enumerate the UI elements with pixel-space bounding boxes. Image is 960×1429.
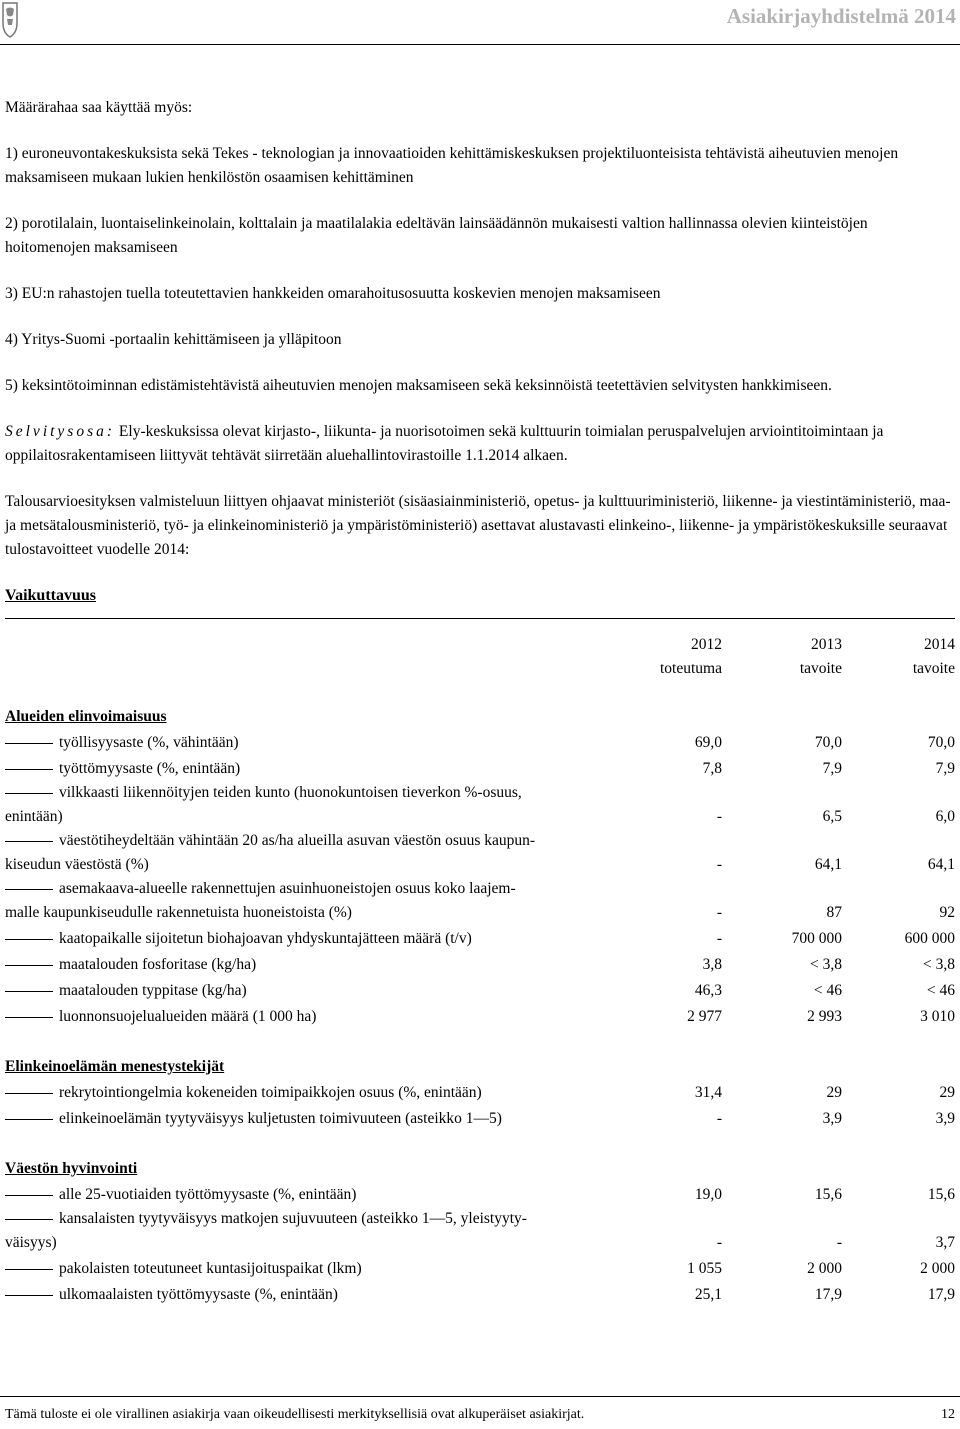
metrics-table [5,619,955,1307]
list-item: 4) Yritys-Suomi -portaalin kehittämiseen ja ylläpitoon [5,331,342,348]
row-value: 29 [939,1084,955,1101]
header-divider [0,44,960,45]
row-value: 3,9 [935,1110,955,1127]
group-title-row [5,1131,955,1181]
list-item: 1) euroneuvontakeskuksista sekä Tekes - teknologian ja innovaatioiden kehittämiskeskuksen projektiluonteisista tehtävistä aiheutuvien menojen maksamiseen mukaan lukien henkilöstön osaamisen kehittäminen [5,145,899,186]
row-label-continuation: väisyys) [5,1234,57,1251]
row-value: 600 000 [904,930,955,947]
row-value: 29 [826,1084,842,1101]
row-label: ulkomaalaisten työttömyysaste (%, enintään) [5,1281,625,1307]
row-value: 31,4 [694,1084,722,1101]
document-body [5,96,955,1307]
row-value: - [716,1110,722,1127]
row-label: elinkeinoelämän tyytyväisyys kuljetusten toimivuuteen (asteikko 1—5) [5,1105,625,1131]
row-value: - [716,904,722,921]
selvitysosa-paragraph [5,420,955,468]
row-value: 92 [939,904,955,921]
row-value: - [836,1234,842,1251]
row-value: 2 000 [920,1260,955,1277]
row-label: luonnonsuojelualueiden määrä (1 000 ha) [5,1003,625,1029]
intro-text: Määrärahaa saa käyttää myös: [5,99,193,116]
list-item: 2) porotilalain, luontaiselinkeinolain, kolttalain ja maatilalakia edeltävän lainsäädännön mukaisesti valtion hallinnassa olevien kiinteistöjen hoitomenojen maksamiseen [5,215,868,256]
row-label: työllisyysaste (%, vähintään) [5,729,625,755]
selvitysosa-text: Ely-keskuksissa olevat kirjasto-, liikunta- ja nuorisotoimen sekä kulttuurin toimialan peruspalvelujen arviointitoimintaan ja oppilaitosrakentamiseen liittyvät tehtävät siirretään aluehallintovirastoille 1.1.2014 alkaen. [5,423,884,464]
row-value: 64,1 [927,856,955,873]
row-value: 46,3 [694,982,722,999]
row-value: < 46 [813,982,842,999]
row-value: 7,9 [935,760,955,777]
row-value: 7,8 [702,760,722,777]
table-row [5,1207,955,1231]
table-row [5,829,955,853]
table-row-continuation [5,805,955,829]
row-label: maatalouden typpitase (kg/ha) [5,977,625,1003]
column-header-kinds [5,657,955,681]
group-title: Väestön hyvinvointi [5,1160,138,1177]
table-row [5,951,955,977]
row-label-continuation: malle kaupunkiseudulle rakennetuista huoneistoista (%) [5,904,352,921]
row-value: < 3,8 [923,956,955,973]
column-year: 2014 [924,636,955,653]
row-label: kansalaisten tyytyväisyys matkojen sujuvuuteen (asteikko 1—5, yleistyyty- [5,1207,955,1231]
row-label: asemakaava-alueelle rakennettujen asuinhuoneistojen osuus koko laajem- [5,877,955,901]
footer-divider [0,1396,960,1397]
row-value: 3,7 [935,1234,955,1251]
row-value: < 3,8 [810,956,842,973]
list-item: 3) EU:n rahastojen tuella toteutettavien hankkeiden omarahoitusosuutta koskevien menojen maksamiseen [5,285,661,302]
row-label-continuation: enintään) [5,808,63,825]
budget-paragraph: Talousarvioesityksen valmisteluun liittyen ohjaavat ministeriöt (sisäasiainministeriö, opetus- ja kulttuuriministeriö, liikenne- ja viestintäministeriö, maa- ja metsätalousministeriö, työ- ja elinkeinoministeriö ja ympäristöministeriö) asettavat alustavasti elinkeino-, liikenne- ja ympäristökeskuksille seuraavat tulostavoitteet vuodelle 2014: [5,493,951,558]
row-value: 17,9 [927,1286,955,1303]
section-title: Vaikuttavuus [5,587,97,604]
column-kind: toteutuma [660,660,722,677]
row-value: 70,0 [814,734,842,751]
row-value: < 46 [926,982,955,999]
column-year: 2012 [691,636,722,653]
row-label: väestötiheydeltään vähintään 20 as/ha alueilla asuvan väestön osuus kaupun- [5,829,955,853]
table-row [5,1255,955,1281]
column-year: 2013 [811,636,842,653]
table-row [5,877,955,901]
row-value: 17,9 [814,1286,842,1303]
table-row [5,925,955,951]
table-row [5,1003,955,1029]
document-title: Asiakirjayhdistelmä 2014 [726,4,956,28]
row-label: maatalouden fosforitase (kg/ha) [5,951,625,977]
row-value: 25,1 [694,1286,722,1303]
row-label: pakolaisten toteutuneet kuntasijoituspaikat (lkm) [5,1255,625,1281]
row-value: 6,0 [935,808,955,825]
table-row [5,1181,955,1207]
row-label: kaatopaikalle sijoitetun biohajoavan yhdyskuntajätteen määrä (t/v) [5,925,625,951]
page-header [0,0,960,46]
row-value: 6,5 [822,808,842,825]
row-value: 64,1 [814,856,842,873]
row-label: alle 25-vuotiaiden työttömyysaste (%, enintään) [5,1181,625,1207]
table-row [5,729,955,755]
row-value: - [716,1234,722,1251]
row-value: 87 [826,904,842,921]
row-label-continuation: kiseudun väestöstä (%) [5,856,149,873]
footer-disclaimer: Tämä tuloste ei ole virallinen asiakirja vaan oikeudellisesti merkityksellisiä ovat alkuperäiset asiakirjat. [5,1407,585,1422]
row-value: 3 010 [920,1008,955,1025]
table-row-continuation [5,853,955,877]
row-value: 70,0 [927,734,955,751]
column-header-years [5,619,955,657]
table-row [5,1105,955,1131]
table-row-continuation [5,901,955,925]
group-title-row [5,681,955,729]
row-value: 15,6 [927,1186,955,1203]
group-title: Alueiden elinvoimaisuus [5,708,167,725]
list-item: 5) keksintötoiminnan edistämistehtävistä aiheutuvien menojen maksamiseen sekä keksinnöistä teetettävien selvitysten hankkimiseen. [5,377,832,394]
row-value: 3,9 [822,1110,842,1127]
column-kind: tavoite [799,660,842,677]
table-row-continuation [5,1231,955,1255]
row-value: 2 977 [687,1008,722,1025]
table-row [5,781,955,805]
selvitysosa-label: Selvitysosa: [5,423,116,440]
table-row [5,1079,955,1105]
row-value: 3,8 [702,956,722,973]
table-row [5,1281,955,1307]
row-value: 2 993 [807,1008,842,1025]
row-value: 2 000 [807,1260,842,1277]
row-value: - [716,930,722,947]
column-kind: tavoite [912,660,955,677]
row-value: 69,0 [694,734,722,751]
row-value: 700 000 [791,930,842,947]
row-value: 19,0 [694,1186,722,1203]
row-value: 15,6 [814,1186,842,1203]
coat-of-arms-logo [1,1,19,39]
group-title: Elinkeinoelämän menestystekijät [5,1058,225,1075]
row-value: 1 055 [687,1260,722,1277]
table-row [5,755,955,781]
page-number: 12 [941,1407,955,1422]
row-label: työttömyysaste (%, enintään) [5,755,625,781]
row-label: rekrytointiongelmia kokeneiden toimipaikkojen osuus (%, enintään) [5,1079,625,1105]
group-title-row [5,1029,955,1079]
row-label: vilkkaasti liikennöityjen teiden kunto (huonokuntoisen tieverkon %-osuus, [5,781,955,805]
row-value: 7,9 [822,760,842,777]
row-value: - [716,856,722,873]
table-row [5,977,955,1003]
row-value: - [716,808,722,825]
